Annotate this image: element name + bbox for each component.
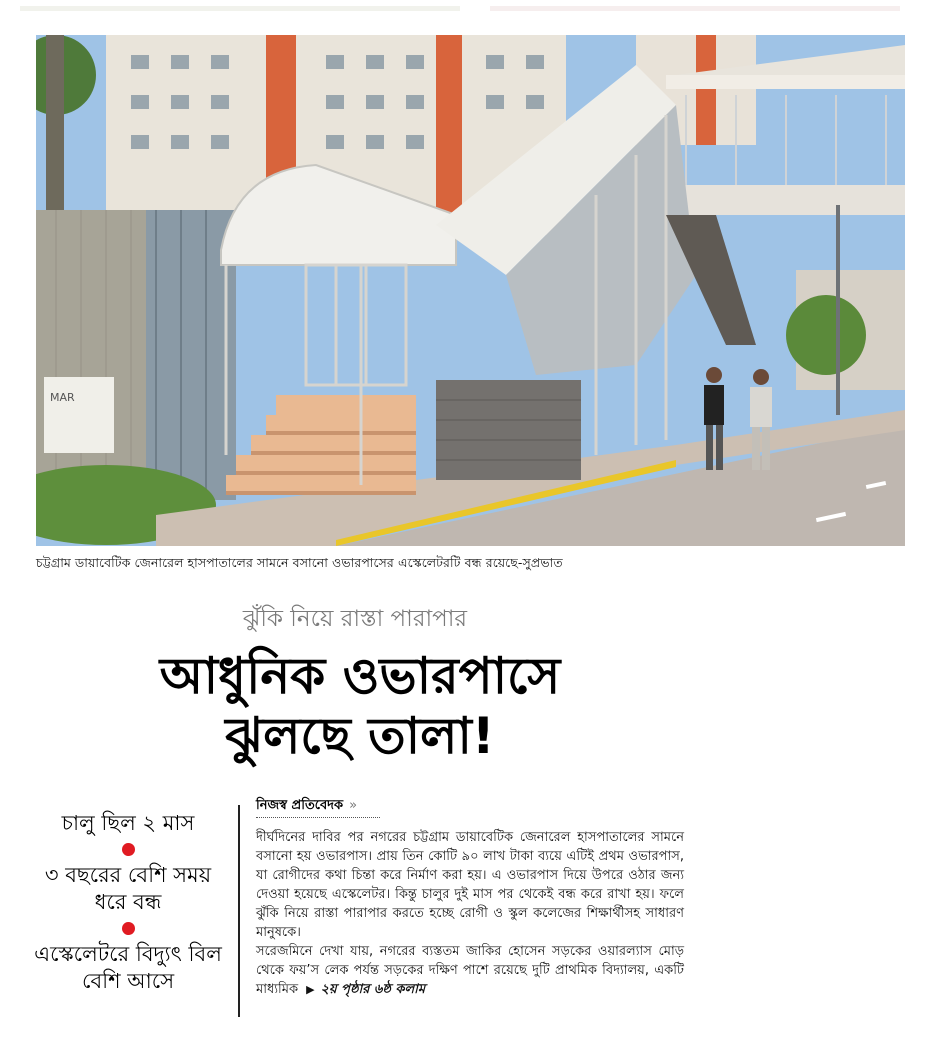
byline-underline	[256, 817, 380, 818]
column-divider	[238, 805, 240, 1017]
continued-on-link[interactable]: ২য় পৃষ্ঠার ৬ষ্ঠ কলাম	[320, 982, 426, 997]
kicker-headline: ঝুঁকি নিয়ে রাস্তা পারাপার	[242, 606, 468, 632]
svg-text:MAR: MAR	[50, 391, 75, 404]
overpass-photo-illustration	[36, 35, 905, 546]
highlight-item: এস্কেলেটরে বিদ্যুৎ বিল বেশি আসে	[34, 942, 222, 993]
headline-line-1: আধুনিক ওভারপাসে	[159, 647, 561, 705]
byline	[256, 796, 357, 817]
news-photo	[36, 35, 905, 546]
article-paragraph: সরেজমিনে দেখা যায়, নগরের ব্যস্ততম জাকির হোসেন সড়কের ওয়ারল্যাস মোড় থেকে ফয়’স লেক পর্যন্ত সড়কের দক্ষিণ পাশে রয়েছে দুটি প্রাথমিক বিদ্যালয়, একটি মাধ্যমিক ▶ ২য় পৃষ্ঠার ৬ষ্ঠ কলাম	[256, 944, 684, 997]
headline-line-2: ঝুলছে তালা!	[225, 707, 495, 765]
main-headline	[80, 646, 640, 766]
play-triangle-icon: ▶	[306, 983, 315, 996]
photo-caption: চট্টগ্রাম ডায়াবেটিক জেনারেল হাসপাতালের সামনে বসানো ওভারপাসের এস্কেলেটরটি বন্ধ রয়েছে-সুপ্রভাত	[36, 555, 563, 570]
article-paragraph: দীর্ঘদিনের দাবির পর নগরের চট্টগ্রাম ডায়াবেটিক জেনারেল হাসপাতালের সামনে বসানো হয় ওভারপাস। প্রায় তিন কোটি ৯০ লাখ টাকা ব্যয়ে এটিই প্রথম ওভারপাস, যা রোগীদের কথা চিন্তা করে নির্মাণ করা হয়। এ ওভারপাস দিয়ে উপরে ওঠার জন্য দেওয়া হয়েছে এস্কেলেটর। কিন্তু চালুর দুই মাস পর থেকেই বন্ধ করে রাখা হয়। ফলে ঝুঁকি নিয়ে রাস্তা পারাপার করতে হচ্ছে রোগী ও স্কুল কলেজের শিক্ষার্থীসহ সাধারণ মানুষকে।	[256, 830, 684, 940]
article-body	[256, 828, 684, 999]
highlights-sidebar	[28, 810, 228, 995]
top-color-strip	[20, 6, 900, 12]
double-chevron-icon: »	[349, 798, 358, 813]
byline-author: নিজস্ব প্রতিবেদক	[256, 798, 344, 813]
red-bullet-icon	[122, 843, 135, 856]
highlight-item: চালু ছিল ২ মাস	[61, 811, 195, 835]
highlight-item: ৩ বছরের বেশি সময় ধরে বন্ধ	[44, 863, 212, 914]
red-bullet-icon	[122, 922, 135, 935]
